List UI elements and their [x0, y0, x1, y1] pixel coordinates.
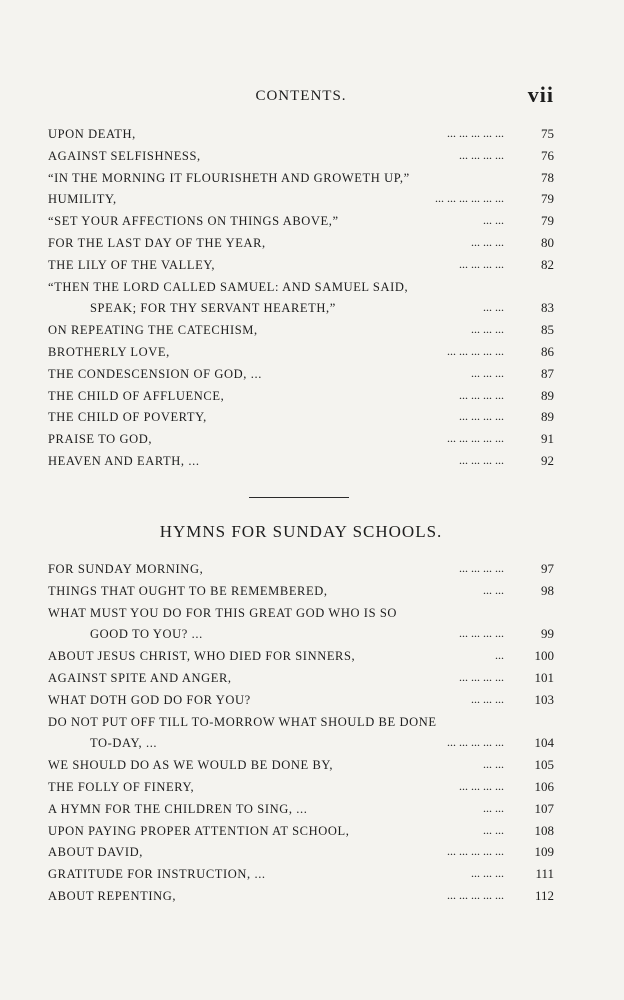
toc-entry: [48, 343, 554, 365]
toc-page-number: 103: [534, 691, 554, 707]
toc-entry: [48, 887, 554, 909]
toc-page-number: 100: [534, 648, 554, 664]
toc-page-number: 104: [534, 735, 554, 751]
page-header: [48, 84, 554, 108]
toc-leader-dots: ... ... ... ... ...: [447, 431, 504, 446]
toc-entry-title: A HYMN FOR THE CHILDREN TO SING, ...: [48, 801, 308, 816]
toc-entry: [48, 800, 554, 822]
toc-page-number: 79: [541, 191, 554, 207]
toc-entry-title: FOR SUNDAY MORNING,: [48, 562, 204, 576]
toc-leader-dots: ... ... ... ...: [459, 669, 504, 684]
toc-entry-title: ABOUT REPENTING,: [48, 888, 177, 903]
toc-entry-title: GRATITUDE FOR INSTRUCTION, ...: [48, 867, 266, 882]
section-divider: [249, 497, 349, 498]
toc-entry-title: ON REPEATING THE CATECHISM,: [48, 323, 258, 338]
toc-leader-dots: ... ... ...: [471, 322, 504, 337]
page-numeral: vii: [527, 82, 554, 107]
toc-leader-dots: ... ... ... ...: [459, 409, 504, 424]
toc-entry-title: THE CONDESCENSION OF GOD, ...: [48, 366, 262, 381]
toc-leader-dots: ... ... ... ...: [459, 626, 504, 641]
toc-entry: [48, 125, 554, 147]
toc-entry: [48, 299, 554, 321]
toc-entry-title: TO-DAY, ...: [90, 736, 158, 751]
toc-page-number: 79: [541, 213, 554, 229]
toc-entry-title: HEAVEN AND EARTH, ...: [48, 453, 200, 468]
toc-entry: [48, 604, 554, 626]
toc-page-number: 98: [541, 582, 554, 598]
toc-entry-title: AGAINST SPITE AND ANGER,: [48, 670, 232, 685]
toc-page-number: 101: [534, 669, 554, 685]
toc-leader-dots: ... ...: [483, 213, 504, 228]
toc-page-number: 108: [534, 822, 554, 838]
running-head: CONTENTS.: [255, 88, 347, 104]
toc-entry: [48, 234, 554, 256]
toc-entry-title: “THEN THE LORD CALLED SAMUEL: AND SAMUEL SAID,: [48, 279, 409, 294]
toc-entry-title: UPON PAYING PROPER ATTENTION AT SCHOOL,: [48, 823, 350, 838]
toc-leader-dots: ... ... ... ...: [459, 147, 504, 162]
toc-leader-dots: ... ...: [483, 822, 504, 837]
toc-leader-dots: ... ... ... ...: [459, 256, 504, 271]
toc-page-number: 78: [541, 169, 554, 185]
toc-entry: [48, 190, 554, 212]
toc-entry: [48, 625, 554, 647]
toc-entry: [48, 778, 554, 800]
toc-entry-title: UPON DEATH,: [48, 127, 136, 141]
toc-entry-title: THE CHILD OF AFFLUENCE,: [48, 388, 225, 403]
toc-page-number: 89: [541, 409, 554, 425]
toc-leader-dots: ... ...: [483, 582, 504, 597]
toc-page-number: 107: [534, 800, 554, 816]
toc-page-number: 82: [541, 256, 554, 272]
toc-page-number: 91: [541, 431, 554, 447]
toc-page-number: 87: [541, 365, 554, 381]
toc-entry-title: PRAISE TO GOD,: [48, 432, 153, 447]
toc-leader-dots: ... ... ... ...: [459, 387, 504, 402]
toc-page-number: 92: [541, 452, 554, 468]
toc-entry-title: THE CHILD OF POVERTY,: [48, 410, 207, 425]
toc-entry-title: “SET YOUR AFFECTIONS ON THINGS ABOVE,”: [48, 214, 339, 229]
toc-entry-title: DO NOT PUT OFF TILL TO-MORROW WHAT SHOULD BE DONE: [48, 714, 437, 729]
toc-entry-title: WE SHOULD DO AS WE WOULD BE DONE BY,: [48, 758, 334, 773]
toc-entry-title: FOR THE LAST DAY OF THE YEAR,: [48, 235, 266, 250]
toc-leader-dots: ... ... ... ...: [459, 778, 504, 793]
toc-entry-title: THE LILY OF THE VALLEY,: [48, 257, 216, 272]
toc-entry: [48, 843, 554, 865]
toc-entry: [48, 647, 554, 669]
toc-entry: [48, 865, 554, 887]
contents-list-hymns: [48, 560, 554, 909]
toc-entry-title: THE FOLLY OF FINERY,: [48, 779, 195, 794]
toc-entry: [48, 756, 554, 778]
toc-entry-title: “IN THE MORNING IT FLOURISHETH AND GROWETH UP,”: [48, 170, 410, 185]
toc-page-number: 75: [541, 126, 554, 141]
toc-entry: [48, 256, 554, 278]
toc-page-number: 106: [534, 778, 554, 794]
toc-page-number: 105: [534, 757, 554, 773]
toc-entry: [48, 582, 554, 604]
toc-entry: [48, 408, 554, 430]
toc-page-number: 85: [541, 322, 554, 338]
toc-leader-dots: ... ... ...: [471, 234, 504, 249]
contents-list-poems: [48, 125, 554, 474]
toc-entry: [48, 147, 554, 169]
section-heading: HYMNS FOR SUNDAY SCHOOLS.: [159, 522, 443, 541]
toc-entry: [48, 278, 554, 300]
toc-leader-dots: ... ... ...: [471, 866, 504, 881]
toc-page-number: 76: [541, 147, 554, 163]
toc-entry: [48, 430, 554, 452]
toc-leader-dots: ... ...: [483, 757, 504, 772]
toc-leader-dots: ... ...: [483, 800, 504, 815]
toc-leader-dots: ... ... ... ...: [459, 561, 504, 575]
toc-leader-dots: ... ... ... ... ...: [447, 343, 504, 358]
toc-entry-title: HUMILITY,: [48, 192, 117, 207]
toc-entry-title: WHAT MUST YOU DO FOR THIS GREAT GOD WHO IS SO: [48, 605, 398, 620]
toc-page-number: 109: [534, 844, 554, 860]
toc-entry: [48, 169, 554, 191]
toc-leader-dots: ... ... ... ... ...: [447, 844, 504, 859]
toc-entry: [48, 387, 554, 409]
toc-entry-title: SPEAK; FOR THY SERVANT HEARETH,”: [90, 301, 336, 316]
toc-entry-title: ABOUT DAVID,: [48, 845, 143, 860]
toc-page-number: 86: [541, 343, 554, 359]
toc-entry-title: AGAINST SELFISHNESS,: [48, 148, 201, 163]
toc-leader-dots: ... ... ...: [471, 365, 504, 380]
toc-leader-dots: ... ... ... ...: [459, 452, 504, 467]
toc-page-number: 83: [541, 300, 554, 316]
toc-entry-title: WHAT DOTH GOD DO FOR YOU?: [48, 692, 251, 707]
toc-leader-dots: ... ... ... ... ...: [447, 735, 504, 750]
toc-entry: [48, 822, 554, 844]
toc-entry: [48, 365, 554, 387]
toc-leader-dots: ...: [495, 648, 504, 663]
toc-page-number: 97: [541, 561, 554, 576]
toc-leader-dots: ... ... ... ... ...: [447, 126, 504, 140]
toc-entry: [48, 691, 554, 713]
toc-entry: [48, 669, 554, 691]
toc-page-number: 111: [535, 866, 554, 882]
toc-leader-dots: ... ... ...: [471, 691, 504, 706]
toc-page-number: 89: [541, 387, 554, 403]
toc-entry-title: BROTHERLY LOVE,: [48, 344, 170, 359]
toc-entry-title: THINGS THAT OUGHT TO BE REMEMBERED,: [48, 583, 328, 598]
toc-entry: [48, 734, 554, 756]
toc-entry-title: ABOUT JESUS CHRIST, WHO DIED FOR SINNERS,: [48, 649, 356, 664]
toc-leader-dots: ... ... ... ... ...: [447, 887, 504, 902]
toc-entry: [48, 321, 554, 343]
toc-entry: [48, 560, 554, 582]
toc-page-number: 80: [541, 234, 554, 250]
toc-page-number: 99: [541, 626, 554, 642]
toc-leader-dots: ... ... ... ... ... ...: [435, 191, 504, 206]
toc-entry-title: GOOD TO YOU? ...: [90, 627, 203, 642]
toc-entry: [48, 713, 554, 735]
toc-leader-dots: ... ...: [483, 300, 504, 315]
toc-entry: [48, 452, 554, 474]
toc-entry: [48, 212, 554, 234]
toc-page-number: 112: [534, 887, 554, 903]
